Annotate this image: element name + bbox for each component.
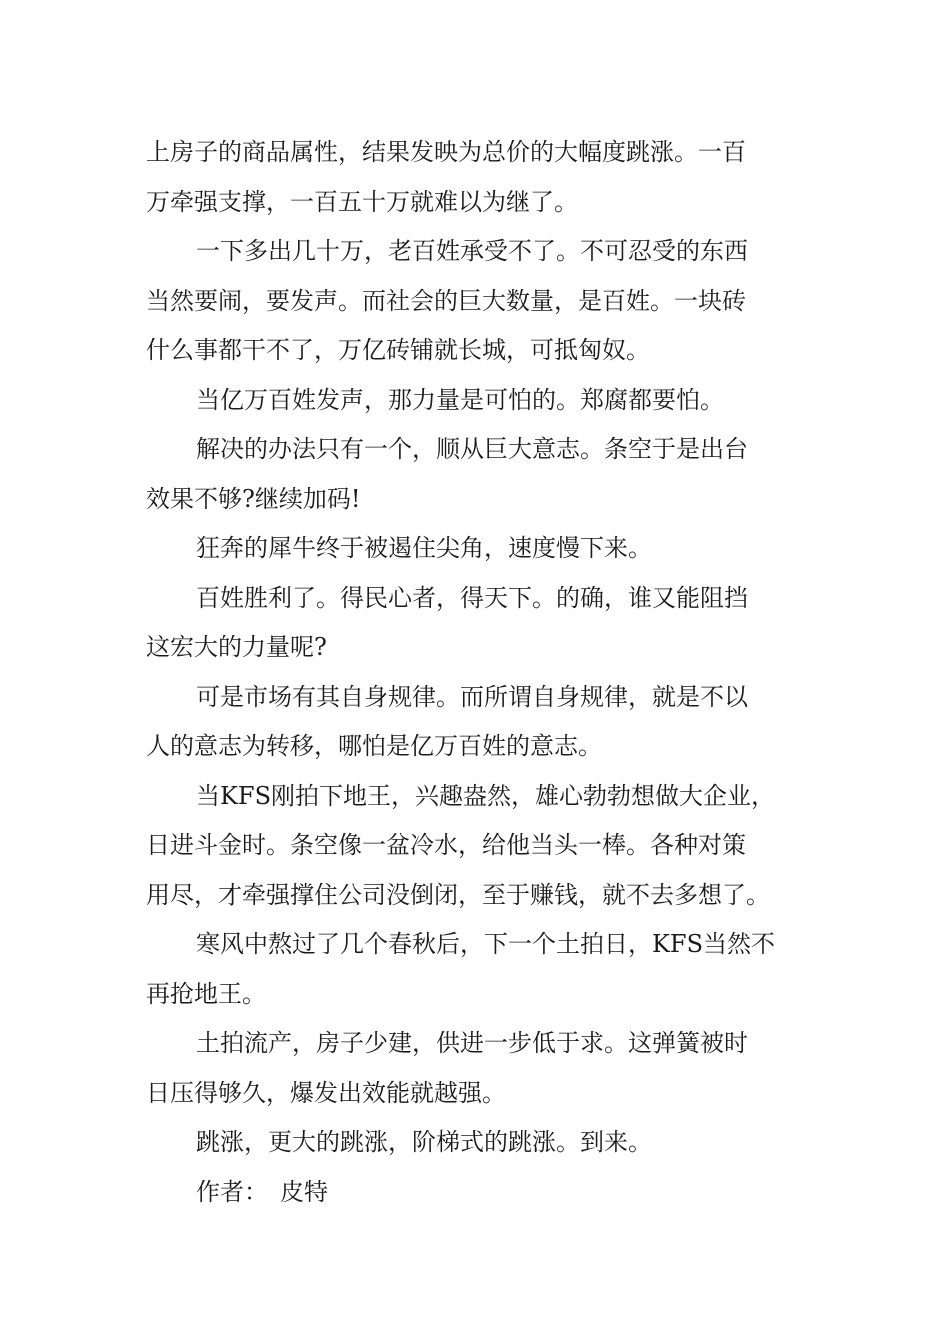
text-line: 一下多出几十万，老百姓承受不了。不可忍受的东西 <box>196 237 748 265</box>
text-line: 狂奔的犀牛终于被遏住尖角，速度慢下来。 <box>196 534 652 562</box>
text-line: 再抢地王。 <box>146 979 266 1008</box>
text-line: 解决的办法只有一个，顺从巨大意志。条空于是出台 <box>196 435 748 463</box>
text-line: 寒风中熬过了几个春秋后，下一个土拍日，KFS当然不 <box>196 930 776 958</box>
text-line: 当亿万百姓发声，那力量是可怕的。郑腐都要怕。 <box>196 385 724 414</box>
text-line: 可是市场有其自身规律。而所谓自身规律，就是不以 <box>196 682 748 711</box>
text-line: 当然要闹，要发声。而社会的巨大数量，是百姓。一块砖 <box>146 286 746 315</box>
text-line: 日进斗金时。条空像一盆冷水，给他当头一棒。各种对策 <box>146 831 746 859</box>
text-line: 人的意志为转移，哪怕是亿万百姓的意志。 <box>146 732 602 760</box>
article-body <box>146 128 810 1217</box>
text-line: 百姓胜利了。得民心者，得天下。的确，谁又能阻挡 <box>196 583 748 612</box>
text-line: 上房子的商品属性，结果发映为总价的大幅度跳涨。一百 <box>146 138 746 166</box>
text-line: 万牵强支撑，一百五十万就难以为继了。 <box>146 187 578 216</box>
text-line: 效果不够?继续加码! <box>146 484 361 513</box>
text-line: 用尽，才牵强撑住公司没倒闭，至于赚钱，就不去多想了。 <box>146 880 770 909</box>
text-line: 日压得够久，爆发出效能就越强。 <box>146 1078 506 1107</box>
author-line: 作者： 皮特 <box>196 1177 328 1206</box>
text-line: 跳涨，更大的跳涨，阶梯式的跳涨。到来。 <box>196 1128 652 1156</box>
text-line: 土拍流产，房子少建，供进一步低于求。这弹簧被时 <box>196 1029 748 1057</box>
text-line: 当KFS刚拍下地王，兴趣盎然，雄心勃勃想做大企业， <box>196 781 776 810</box>
text-line: 这宏大的力量呢? <box>146 633 327 661</box>
text-line: 什么事都干不了，万亿砖铺就长城，可抵匈奴。 <box>146 336 650 364</box>
